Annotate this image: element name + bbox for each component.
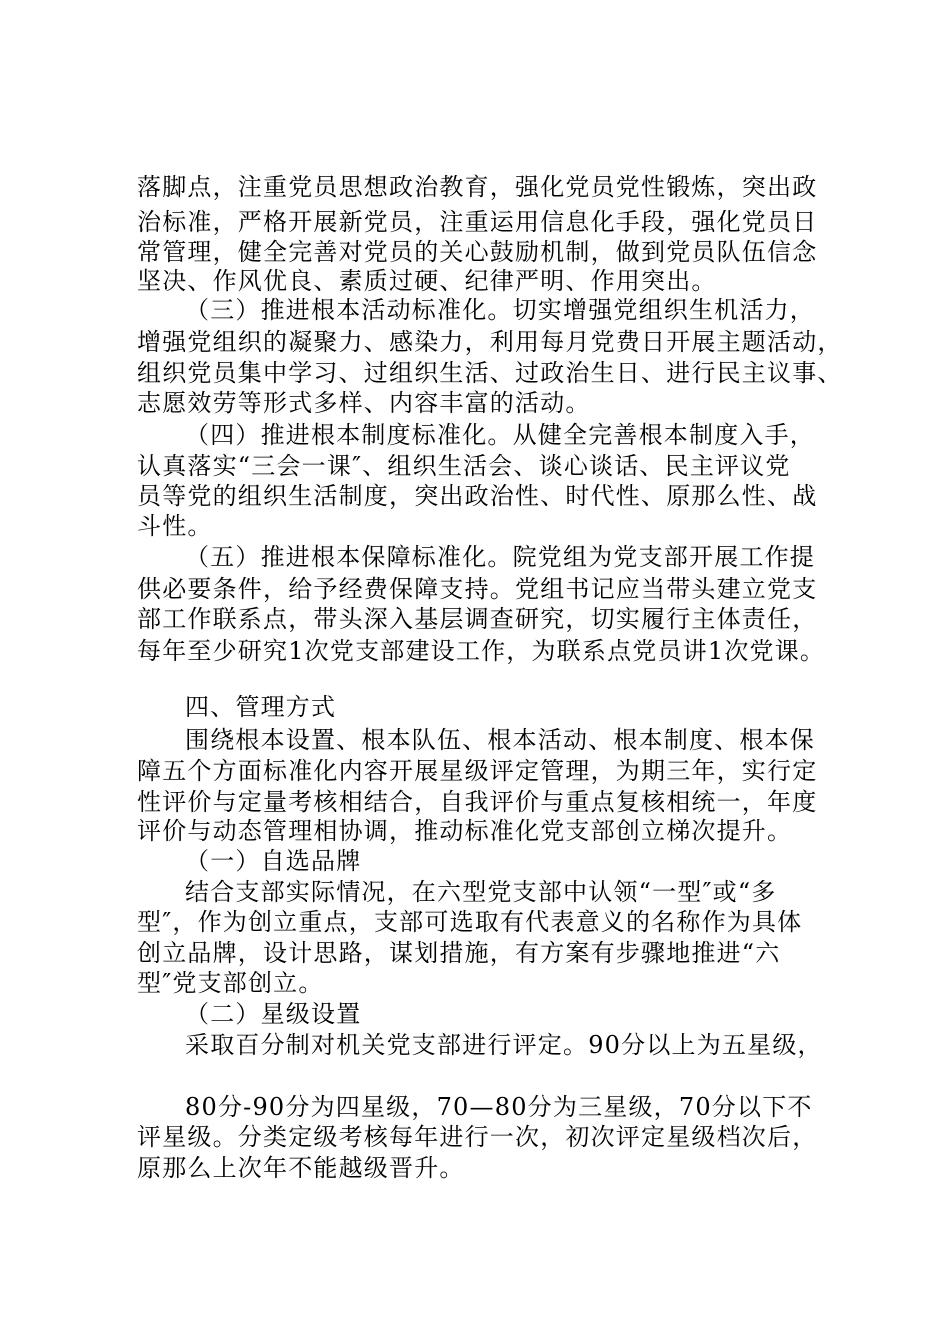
text-line: 坚决、作风优良、素质过硬、纪律严明、作用突出。 [137, 267, 717, 295]
text-line: 型″党支部创立。 [137, 969, 324, 997]
text-line: 围绕根本设置、根本队伍、根本活动、根本制度、根本保 [185, 726, 815, 754]
text-line: 认真落实“三会一课″、组织生活会、谈心谈话、民主评议党 [137, 452, 791, 480]
text-line: 组织党员集中学习、过组织生活、过政治生日、进行民主议事、 [137, 359, 843, 387]
text-line: 员等党的组织生活制度，突出政治性、时代性、原那么性、战 [137, 482, 818, 510]
subsection-heading: （一）自选品牌 [185, 847, 362, 875]
text-line: 斗性。 [137, 512, 213, 540]
text-line: 志愿效劳等形式多样、内容丰富的活动。 [137, 389, 591, 417]
text-line: 采取百分制对机关党支部进行评定。90分以上为五星级， [185, 1031, 823, 1059]
text-line: 供必要条件，给予经费保障支持。党组书记应当带头建立党支 [137, 575, 818, 603]
subsection-heading: （二）星级设置 [185, 1000, 362, 1028]
text-line: 增强党组织的凝聚力、感染力，利用每月党费日开展主题活动， [137, 328, 843, 356]
text-line: 障五个方面标准化内容开展星级评定管理，为期三年，实行定 [137, 757, 818, 785]
text-line: 每年至少研究1次党支部建设工作，为联系点党员讲1次党课。 [137, 637, 826, 665]
section-heading: 四、管理方式 [185, 693, 337, 721]
text-line: （三）推进根本活动标准化。切实增强党组织生机活力， [185, 296, 815, 324]
text-line: 性评价与定量考核相结合，自我评价与重点复核相统一，年度 [137, 788, 818, 816]
text-line: 落脚点，注重党员思想政治教育，强化党员党性锻炼，突出政 [137, 173, 818, 201]
text-line: 型″，作为创立重点，支部可选取有代表意义的名称作为具体 [137, 908, 803, 936]
text-line: （四）推进根本制度标准化。从健全完善根本制度入手， [185, 421, 815, 449]
text-line: 治标准，严格开展新党员，注重运用信息化手段，强化党员日 [137, 208, 818, 236]
text-line: 评星级。分类定级考核每年进行一次，初次评定星级档次后， [137, 1123, 818, 1151]
text-line: 原那么上次年不能越级晋升。 [137, 1154, 465, 1182]
text-line: 80分-90分为四星级，70—80分为三星级，70分以下不 [185, 1093, 813, 1121]
text-line: 创立品牌，设计思路，谋划措施，有方案有步骤地推进“六 [137, 939, 781, 967]
text-line: （五）推进根本保障标准化。院党组为党支部开展工作提 [185, 543, 815, 571]
text-line: 常管理，健全完善对党员的关心鼓励机制，做到党员队伍信念 [137, 238, 818, 266]
text-line: 评价与动态管理相协调，推动标准化党支部创立梯次提升。 [137, 817, 793, 845]
text-line: 部工作联系点，带头深入基层调查研究，切实履行主体责任， [137, 605, 818, 633]
text-line: 结合支部实际情况，在六型党支部中认领“一型″或“多 [185, 878, 777, 906]
